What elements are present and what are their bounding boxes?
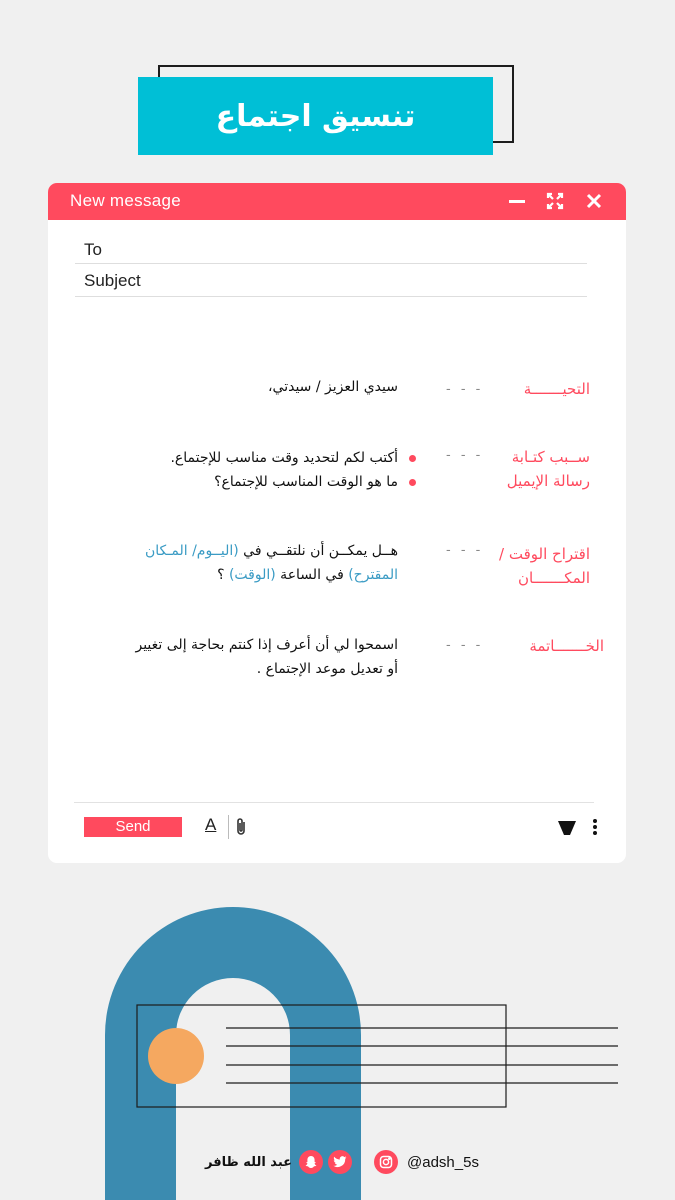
window-title: New message <box>70 191 182 210</box>
reason-label: ســبب كتـابة رسالة الإيميل <box>506 448 590 490</box>
proposal-label: اقتراح الوقت / المكـــــــان <box>499 545 590 587</box>
window-header <box>48 183 626 220</box>
author-bar <box>205 1150 479 1174</box>
proposal-text <box>98 539 398 587</box>
greeting-text: سيدي العزيز / سيدتي، <box>268 379 398 395</box>
proposal-dash: - - - <box>446 543 484 558</box>
close-icon[interactable] <box>582 189 606 213</box>
proposal-question: ؟ <box>217 567 229 583</box>
expand-icon[interactable] <box>543 189 567 213</box>
subject-label: Subject <box>84 271 141 290</box>
more-options-icon[interactable] <box>592 818 598 840</box>
title-banner <box>138 77 493 155</box>
stripe-lines <box>226 1028 618 1083</box>
to-label: To <box>84 240 102 259</box>
author-name: عبد الله ظافر <box>205 1154 293 1170</box>
proposal-line1: هــل يمكــن أن نلتقــي في <box>238 543 398 559</box>
compose-window <box>48 183 626 863</box>
greeting-label: التحيـــــــة <box>523 380 590 398</box>
send-button[interactable]: Send <box>84 817 182 837</box>
attach-icon[interactable] <box>234 817 248 841</box>
sun-circle <box>148 1028 204 1084</box>
closing-line2: أو تعديل موعد الإجتماع . <box>256 661 398 677</box>
instagram-icon[interactable] <box>374 1150 398 1174</box>
proposal-day-place: (اليــوم/ المـكان <box>144 543 239 559</box>
bullet-icon <box>409 479 416 486</box>
proposal-at-hour: في الساعة <box>275 567 349 583</box>
closing-label: الخـــــــاتمة <box>529 637 604 655</box>
author-handle: @adsh_5s <box>407 1153 479 1171</box>
minimize-icon[interactable] <box>505 189 529 213</box>
closing-line1: اسمحوا لي أن أعرف إذا كنتم بحاجة إلى تغيير <box>135 637 398 653</box>
reason-dash: - - - <box>446 448 484 463</box>
toolbar-divider <box>74 802 594 803</box>
text-format-icon[interactable]: A <box>205 815 217 834</box>
twitter-icon[interactable] <box>328 1150 352 1174</box>
closing-dash: - - - <box>446 638 484 653</box>
to-field[interactable] <box>75 240 587 264</box>
reason-bullet-2: ما هو الوقت المناسب للإجتماع؟ <box>214 474 398 490</box>
closing-text <box>78 633 398 681</box>
reason-list <box>78 446 398 494</box>
reason-bullet-1: أكتب لكم لتحديد وقت مناسب للإجتماع. <box>170 450 398 466</box>
proposal-time: (الوقت) <box>228 567 276 583</box>
page-title: تنسيق اجتماع <box>215 98 416 134</box>
proposal-place: المقترح) <box>348 567 398 583</box>
delete-icon[interactable] <box>557 820 577 840</box>
list-item <box>78 446 398 470</box>
subject-field[interactable] <box>75 271 587 297</box>
bullet-icon <box>409 455 416 462</box>
greeting-dash: - - - <box>446 382 484 397</box>
snapchat-icon[interactable] <box>299 1150 323 1174</box>
toolbar-separator <box>228 815 229 839</box>
list-item <box>78 470 398 494</box>
